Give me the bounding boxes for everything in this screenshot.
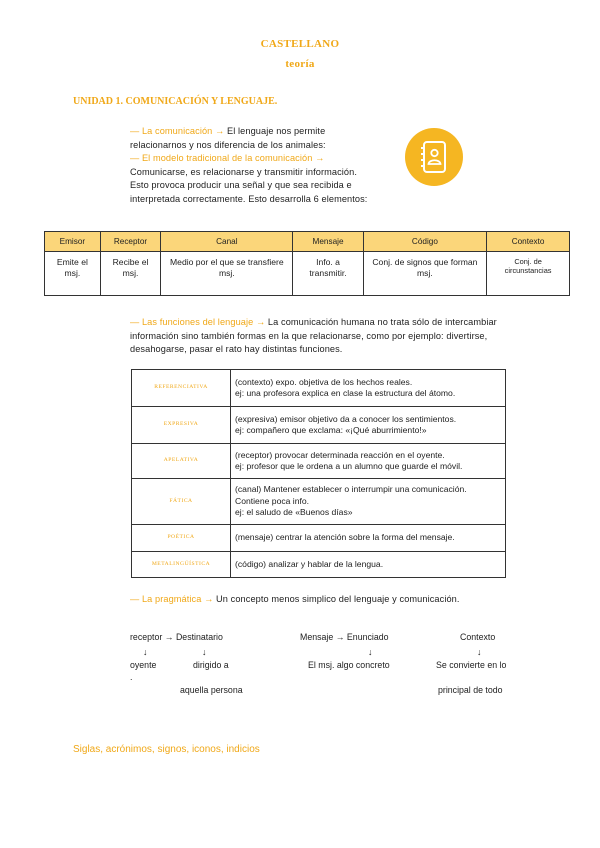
header-receptor: Receptor — [100, 232, 161, 252]
function-line: (código) analizar y hablar de la lengua. — [235, 558, 384, 569]
arrow-down-icon: ↓ — [368, 647, 373, 657]
function-row — [132, 479, 506, 525]
header-contexto: Contexto — [487, 232, 570, 252]
comunicacion-line2: relacionarnos y nos diferencia de los animales: — [130, 139, 326, 150]
diagram-persona: aquella persona — [180, 685, 243, 695]
function-line: (mensaje) centrar la atención sobre la forma del mensaje. — [235, 532, 455, 543]
function-row — [132, 370, 506, 407]
comunicacion-paragraph — [130, 125, 400, 206]
function-label: POÉTICA — [132, 525, 231, 552]
diagram-oyente: oyente — [130, 660, 157, 670]
funciones-line3: desahogarse, pasar el rato hay distintas funciones. — [130, 344, 343, 354]
funciones-term: — Las funciones del lenguaje → — [130, 317, 266, 327]
comunicacion-term: — La comunicación → — [130, 126, 225, 136]
arrow-down-icon: ↓ — [477, 647, 482, 657]
header-canal: Canal — [161, 232, 293, 252]
function-row — [132, 552, 506, 578]
elements-table — [44, 231, 570, 296]
elements-header-row — [45, 232, 570, 252]
function-description — [231, 444, 506, 479]
funciones-line2: información sino también formas en la que relacionarse, como por ejemplo: divertirse, — [130, 330, 488, 341]
function-label: METALINGÜÍSTICA — [132, 552, 231, 578]
function-label: REFERENCIATIVA — [132, 370, 231, 407]
function-line: (expresiva) emisor objetivo da a conocer los sentimientos. — [235, 413, 457, 424]
function-description — [231, 479, 506, 525]
header-emisor: Emisor — [45, 232, 101, 252]
functions-table — [131, 369, 506, 578]
contact-book-icon — [405, 128, 463, 186]
header-mensaje: Mensaje — [293, 232, 363, 252]
function-line: (canal) Mantener establecer o interrumpir una comunicación. — [235, 484, 467, 495]
cell-codigo: Conj. de signos que forman msj. — [363, 252, 487, 296]
function-label: FÁTICA — [132, 479, 231, 525]
modelo-line2: Esto provoca producir una señal y que sea recibida e — [130, 180, 352, 190]
unit-title: UNIDAD 1. COMUNICACIÓN Y LENGUAJE. — [73, 96, 278, 107]
pragmatica-paragraph — [130, 593, 550, 607]
diagram-dirigido: dirigido a — [193, 660, 229, 670]
comunicacion-line1: El lenguaje nos permite — [224, 126, 326, 136]
page-subtitle: teoría — [285, 58, 315, 70]
function-example: ej: el saludo de «Buenos días» — [235, 507, 353, 518]
function-description — [231, 370, 506, 407]
function-example: ej: una profesora explica en clase la estructura del átomo. — [235, 388, 456, 398]
cell-emisor: Emite el msj. — [45, 252, 101, 296]
elements-row — [45, 252, 570, 296]
function-line: (receptor) provocar determinada reacción en el oyente. — [235, 449, 445, 460]
diagram-msj-concreto: El msj. algo concreto — [308, 660, 390, 670]
function-description — [231, 407, 506, 444]
function-example: ej: profesor que le ordena a un alumno que guarde el móvil. — [235, 461, 463, 471]
funciones-paragraph — [130, 316, 533, 357]
page-title: CASTELLANO — [260, 38, 340, 50]
diagram-mensaje-title: Mensaje → Enunciado — [300, 632, 389, 642]
pragmatica-term: — La pragmática → — [130, 594, 214, 604]
modelo-term: — El modelo tradicional de la comunicación → — [130, 153, 325, 163]
function-row — [132, 444, 506, 479]
arrow-down-icon: ↓ — [143, 647, 148, 657]
diagram-receptor-title: receptor → Destinatario — [130, 632, 223, 642]
function-line: (contexto) expo. objetiva de los hechos reales. — [235, 376, 413, 387]
diagram-convierte: Se convierte en lo — [436, 660, 507, 670]
modelo-line1: Comunicarse, es relacionarse y transmitir información. — [130, 166, 357, 177]
cell-mensaje: Info. a transmitir. — [293, 252, 363, 296]
cell-contexto: Conj. de circunstancias — [487, 252, 570, 296]
footer-text: Siglas, acrónimos, signos, iconos, indicios — [73, 744, 260, 755]
function-line: Contiene poca info. — [235, 495, 310, 506]
function-description — [231, 552, 506, 578]
funciones-line1: La comunicación humana no trata sólo de intercambiar — [265, 317, 497, 327]
pragmatica-text: Un concepto menos simplico del lenguaje y comunicación. — [213, 594, 460, 604]
modelo-line3: interpretada correctamente. Esto desarrolla 6 elementos: — [130, 193, 368, 204]
arrow-down-icon: ↓ — [202, 647, 207, 657]
diagram-principal: principal de todo — [438, 685, 503, 695]
cell-canal: Medio por el que se transfiere msj. — [161, 252, 293, 296]
cell-receptor: Recibe el msj. — [100, 252, 161, 296]
function-row — [132, 407, 506, 444]
function-label: EXPRESIVA — [132, 407, 231, 444]
function-row — [132, 525, 506, 552]
diagram-dot: . — [130, 672, 133, 682]
function-example: ej: compañero que exclama: «¡Qué aburrimiento!» — [235, 425, 427, 435]
function-description — [231, 525, 506, 552]
function-label: APELATIVA — [132, 444, 231, 479]
header-codigo: Código — [363, 232, 487, 252]
diagram-contexto-title: Contexto — [460, 632, 496, 642]
